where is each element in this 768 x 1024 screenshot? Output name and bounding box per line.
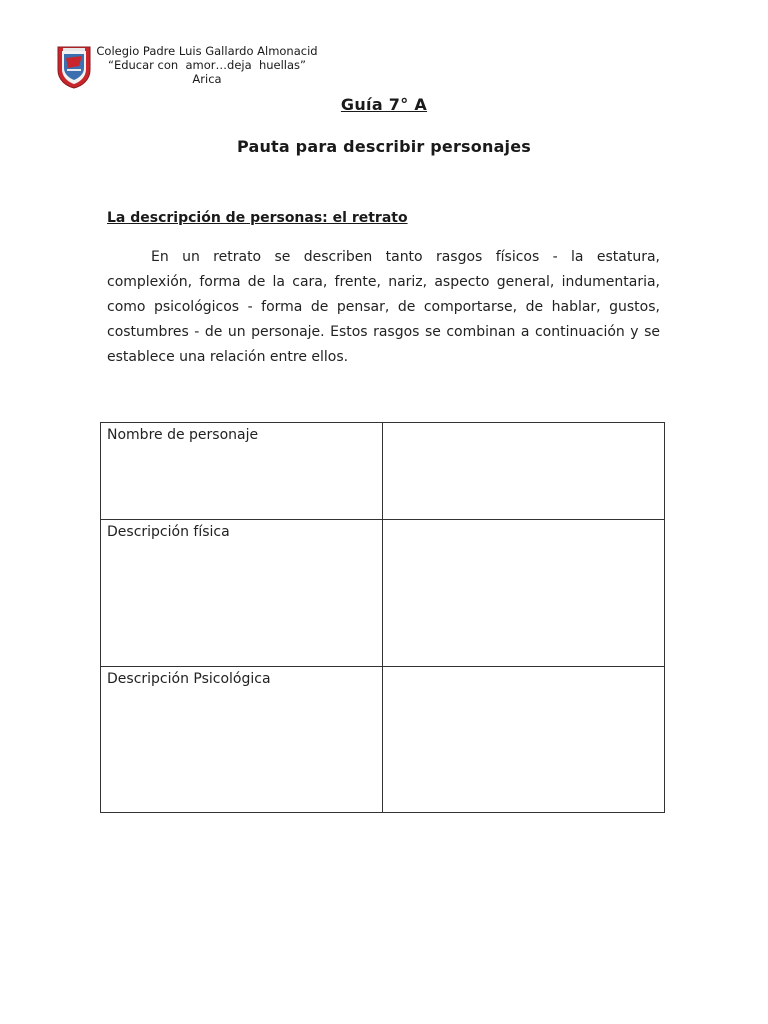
table-row (101, 520, 665, 667)
table-cell-label: Descripción física (101, 520, 383, 667)
school-name: Colegio Padre Luis Gallardo Almonacid (96, 44, 318, 58)
table-cell-answer[interactable] (383, 423, 665, 520)
school-city: Arica (192, 72, 222, 86)
table-cell-label: Nombre de personaje (101, 423, 383, 520)
guide-title: Guía 7° A (340, 95, 428, 114)
section-title: La descripción de personas: el retrato (107, 210, 408, 226)
table-cell-answer[interactable] (383, 520, 665, 667)
school-crest-icon (55, 44, 93, 90)
school-motto: “Educar con amor…deja huellas” (107, 58, 306, 72)
table-cell-label: Descripción Psicológica (101, 667, 383, 813)
table-row (101, 667, 665, 813)
school-header (96, 44, 318, 86)
table-row (101, 423, 665, 520)
section-paragraph: En un retrato se describen tanto rasgos físicos - la estatura, complexión, forma de la cara, frente, nariz, aspecto general, indumentaria, como psicológicos - forma de pensar, de comportarse, de hablar, gustos, costumbres - de un personaje. Estos rasgos se combinan a continuación y se establece una relación entre ellos. (107, 249, 660, 365)
page-title: Pauta para describir personajes (236, 137, 532, 156)
character-description-table (100, 422, 665, 813)
table-cell-answer[interactable] (383, 667, 665, 813)
